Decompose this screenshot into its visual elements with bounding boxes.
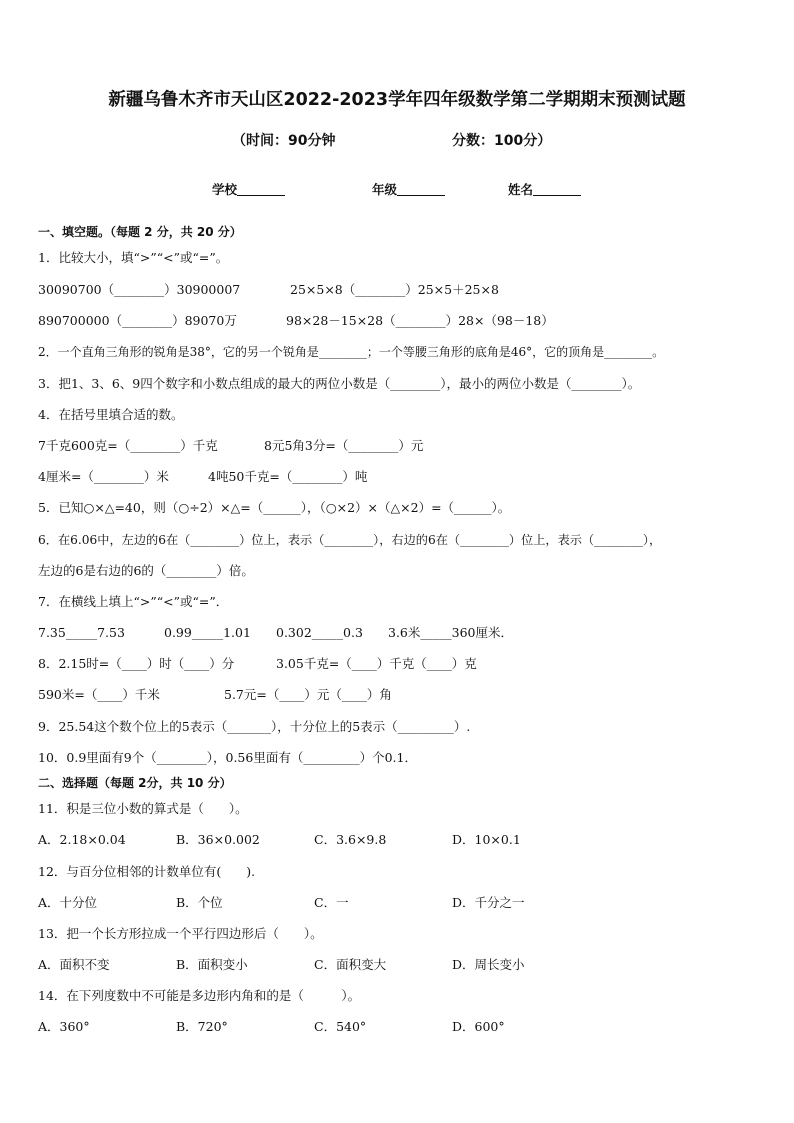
q11-option-b[interactable]: B．36×0.002 xyxy=(176,832,260,847)
q13-option-b[interactable]: B．面积变小 xyxy=(176,957,248,972)
grade-label: 年级 xyxy=(372,182,398,197)
grade-blank[interactable] xyxy=(397,183,445,196)
q14-option-d[interactable]: D．600° xyxy=(452,1019,505,1034)
q7-item-c: 0.302_____0.3 xyxy=(276,625,363,640)
q12-option-c[interactable]: C．一 xyxy=(314,895,349,910)
question-9: 9．25.54这个数个位上的5表示（_______），十分位上的5表示（_________）. xyxy=(38,719,471,734)
exam-score: 分数：100分） xyxy=(452,133,552,149)
question-5: 5．已知○×△=40，则（○÷2）×△=（______），（○×2）×（△×2）=（______）。 xyxy=(38,500,511,515)
question-14: 14．在下列度数中不可能是多边形内角和的是（ ）。 xyxy=(38,988,361,1003)
question-1: 1．比较大小，填“>”“<”或“=”。 xyxy=(38,250,229,265)
q8-item-a: 8．2.15时=（____）时（____）分 xyxy=(38,656,235,671)
q14-option-a[interactable]: A．360° xyxy=(38,1019,90,1034)
section-2-heading: 二、选择题（每题 2分，共 10 分） xyxy=(38,776,232,790)
name-field xyxy=(508,180,581,198)
q8-item-c: 590米=（____）千米 xyxy=(38,687,160,702)
q8-item-b: 3.05千克=（____）千克（____）克 xyxy=(276,656,477,671)
page-title: 新疆乌鲁木齐市天山区2022-2023学年四年级数学第二学期期末预测试题 xyxy=(108,90,686,110)
school-label: 学校 xyxy=(212,182,238,197)
section-1-heading: 一、填空题。（每题 2 分，共 20 分） xyxy=(38,225,242,239)
q11-option-a[interactable]: A．2.18×0.04 xyxy=(38,832,126,847)
q14-option-c[interactable]: C．540° xyxy=(314,1019,367,1034)
q11-option-d[interactable]: D．10×0.1 xyxy=(452,832,521,847)
q7-item-d: 3.6米_____360厘米． xyxy=(388,625,513,640)
q8-item-d: 5.7元=（____）元（____）角 xyxy=(224,687,392,702)
name-blank[interactable] xyxy=(533,183,581,196)
q12-option-d[interactable]: D．千分之一 xyxy=(452,895,525,910)
q13-option-a[interactable]: A．面积不变 xyxy=(38,957,110,972)
question-13: 13．把一个长方形拉成一个平行四边形后（ ）。 xyxy=(38,926,323,941)
question-4: 4．在括号里填合适的数。 xyxy=(38,407,184,422)
question-3: 3．把1、3、6、9四个数字和小数点组成的最大的两位小数是（________），最小的两位小数是（________）。 xyxy=(38,376,641,391)
q13-option-d[interactable]: D．周长变小 xyxy=(452,957,525,972)
q12-option-b[interactable]: B．个位 xyxy=(176,895,223,910)
q11-option-c[interactable]: C．3.6×9.8 xyxy=(314,832,387,847)
school-field xyxy=(212,180,285,198)
q1-compare-b: 25×5×8（________）25×5＋25×8 xyxy=(290,282,499,297)
question-12: 12．与百分位相邻的计数单位有( ). xyxy=(38,864,256,879)
q1-compare-c: 890700000（________）89070万 xyxy=(38,313,237,328)
grade-field xyxy=(372,180,445,198)
school-blank[interactable] xyxy=(237,183,285,196)
question-6: 6．在6.06中，左边的6在（________）位上，表示（________），右边的6在（________）位上，表示（________）， xyxy=(38,533,662,547)
q4-item-b: 8元5角3分=（________）元 xyxy=(264,438,424,453)
q12-option-a[interactable]: A．十分位 xyxy=(38,895,98,910)
q4-item-d: 4吨50千克=（________）吨 xyxy=(208,469,368,484)
q1-compare-a: 30090700（________）30900007 xyxy=(38,282,241,297)
q7-item-a: 7.35_____7.53 xyxy=(38,625,125,640)
question-11: 11．积是三位小数的算式是（ ）。 xyxy=(38,801,248,816)
question-10: 10．0.9里面有9个（________），0.56里面有（_________）个0.1． xyxy=(38,750,417,765)
question-7: 7．在横线上填上“>”“<”或“=”． xyxy=(38,594,229,609)
q4-item-a: 7千克600克=（________）千克 xyxy=(38,438,218,453)
q4-item-c: 4厘米=（________）米 xyxy=(38,469,169,484)
q13-option-c[interactable]: C．面积变大 xyxy=(314,957,387,972)
q14-option-b[interactable]: B．720° xyxy=(176,1019,228,1034)
exam-time: （时间：90分钟 xyxy=(232,133,336,149)
question-2: 2．一个直角三角形的锐角是38°，它的另一个锐角是________；一个等腰三角形的底角是46°，它的顶角是________。 xyxy=(38,345,665,359)
q1-compare-d: 98×28－15×28（________）28×（98－18） xyxy=(286,313,554,328)
question-6-cont: 左边的6是右边的6的（________）倍。 xyxy=(38,563,254,578)
name-label: 姓名 xyxy=(508,182,534,197)
q7-item-b: 0.99_____1.01 xyxy=(164,625,251,640)
